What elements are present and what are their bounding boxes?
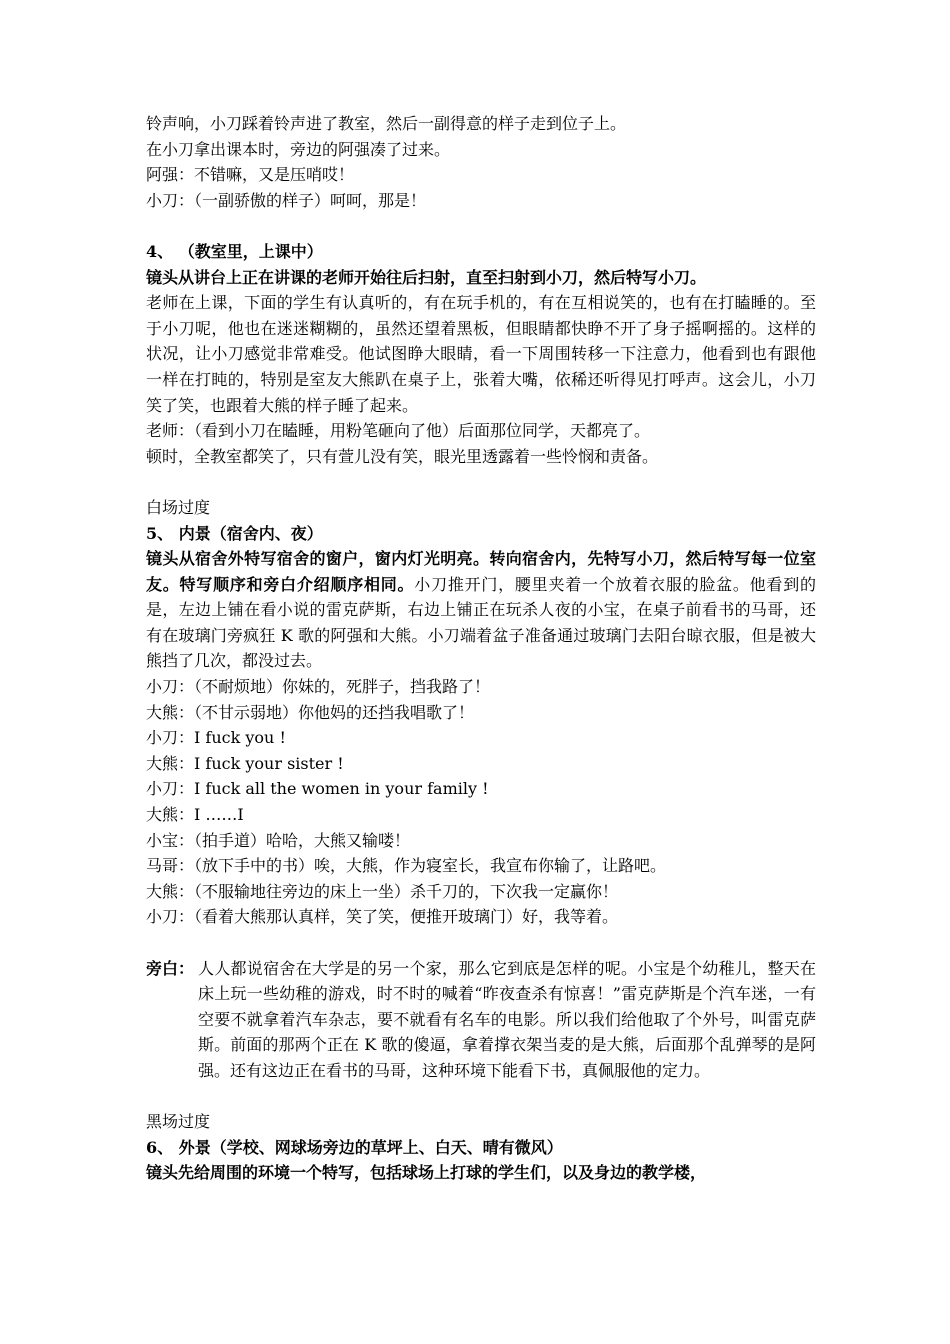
scene5-paragraph <box>146 546 816 674</box>
scene5-line: 小宝：（拍手道）哈哈，大熊又输喽！ <box>146 830 411 850</box>
spacer <box>146 1084 816 1110</box>
scene5-line: 马哥：（放下手中的书）唉，大熊，作为寝室长，我宣布你输了，让路吧。 <box>146 856 667 876</box>
scene6-transition: 黑场过度 <box>146 1112 211 1132</box>
spacer <box>146 213 816 239</box>
script-page <box>146 111 816 1186</box>
scene6-heading: 6、 外景（学校、网球场旁边的草坪上、白天、晴有微风） <box>146 1137 563 1157</box>
scene3-line: 小刀：（一副骄傲的样子）呵呵，那是！ <box>146 190 427 210</box>
scene5-heading: 5、 内景（宿舍内、夜） <box>146 523 323 543</box>
narration-text: 人人都说宿舍在大学是的另一个家，那么它到底是怎样的呢。小宝是个幼稚儿，整天在床上玩一些幼稚的游戏，时不时的喊着“昨夜查杀有惊喜！”雷克萨斯是个汽车迷，一有空要不就拿着汽车杂志，要不就看有名车的电影。所以我们给他取了个外号，叫雷克萨斯。前面的那两个正在 K 歌的傻逼，拿着撑衣架当麦的是大熊，后面那个乱弹琴的是阿强。还有这边正在看书的马哥，这种环境下能看下书，真佩服他的定力。 <box>198 958 816 1080</box>
scene5-line: 小刀：I fuck you ! <box>146 728 286 748</box>
scene5-line: 大熊：（不甘示弱地）你他妈的还挡我唱歌了！ <box>146 702 475 722</box>
spacer <box>146 930 816 956</box>
scene5-description: 小刀推开门，腰里夹着一个放着衣服的脸盆。他看到的是，左边上铺在看小说的雷克萨斯，右边上铺正在玩杀人夜的小宝，在桌子前看书的马哥，还有在玻璃门旁疯狂 K 歌的阿强和大熊。小刀端着盆子准备通过玻璃门去阳台晾衣服，但是被大熊挡了几次，都没过去。 <box>146 574 816 671</box>
narration-label: 旁白： <box>146 958 195 978</box>
scene3-line: 在小刀拿出课本时，旁边的阿强凑了过来。 <box>146 139 451 159</box>
scene6-camera: 镜头先给周围的环境一个特写，包括球场上打球的学生们，以及身边的教学楼， <box>146 1163 707 1183</box>
scene4-description: 老师在上课，下面的学生有认真听的，有在玩手机的，有在互相说笑的，也有在打瞌睡的。至于小刀呢，他也在迷迷糊糊的，虽然还望着黑板，但眼睛都快睁不开了身子摇啊摇的。这样的状况，让小刀感觉非常难受。他试图睁大眼睛，看一下周围转移一下注意力，他看到也有跟他一样在打盹的，特别是室友大熊趴在桌子上，张着大嘴，依稀还听得见打呼声。这会儿，小刀笑了笑，也跟着大熊的样子睡了起来。 <box>146 293 816 415</box>
spacer <box>146 469 816 495</box>
scene4-line: 顿时，全教室都笑了，只有萱儿没有笑，眼光里透露着一些怜悯和责备。 <box>146 446 659 466</box>
scene3-line: 铃声响，小刀踩着铃声进了教室，然后一副得意的样子走到位子上。 <box>146 114 627 133</box>
scene5-line: 大熊：I fuck your sister ! <box>146 753 344 773</box>
scene5-line: 大熊：I ……I <box>146 805 244 825</box>
scene4-heading: 4、 （教室里，上课中） <box>146 241 323 261</box>
scene4-line: 老师：（看到小刀在瞌睡，用粉笔砸向了他）后面那位同学，天都亮了。 <box>146 421 651 441</box>
scene4-camera: 镜头从讲台上正在讲课的老师开始往后扫射，直至扫射到小刀，然后特写小刀。 <box>146 267 707 287</box>
scene5-transition: 白场过度 <box>146 497 211 517</box>
scene5-camera: 镜头从宿舍外特写宿舍的窗户，窗内灯光明亮。转向宿舍内，先特写小刀，然后特写每一位室友。特写顺序和旁白介绍顺序相同。 <box>146 549 816 594</box>
narration-block <box>146 956 816 1084</box>
scene5-line: 小刀：（看着大熊那认真样，笑了笑，便推开玻璃门）好，我等着。 <box>146 907 619 927</box>
scene5-line: 大熊：（不服输地往旁边的床上一坐）杀千刀的，下次我一定赢你！ <box>146 881 619 901</box>
scene5-line: 小刀：（不耐烦地）你妹的，死胖子，挡我路了！ <box>146 677 491 697</box>
scene5-line: 小刀：I fuck all the women in your family ! <box>146 779 489 799</box>
scene3-line: 阿强：不错嘛，又是压哨哎！ <box>146 165 355 185</box>
